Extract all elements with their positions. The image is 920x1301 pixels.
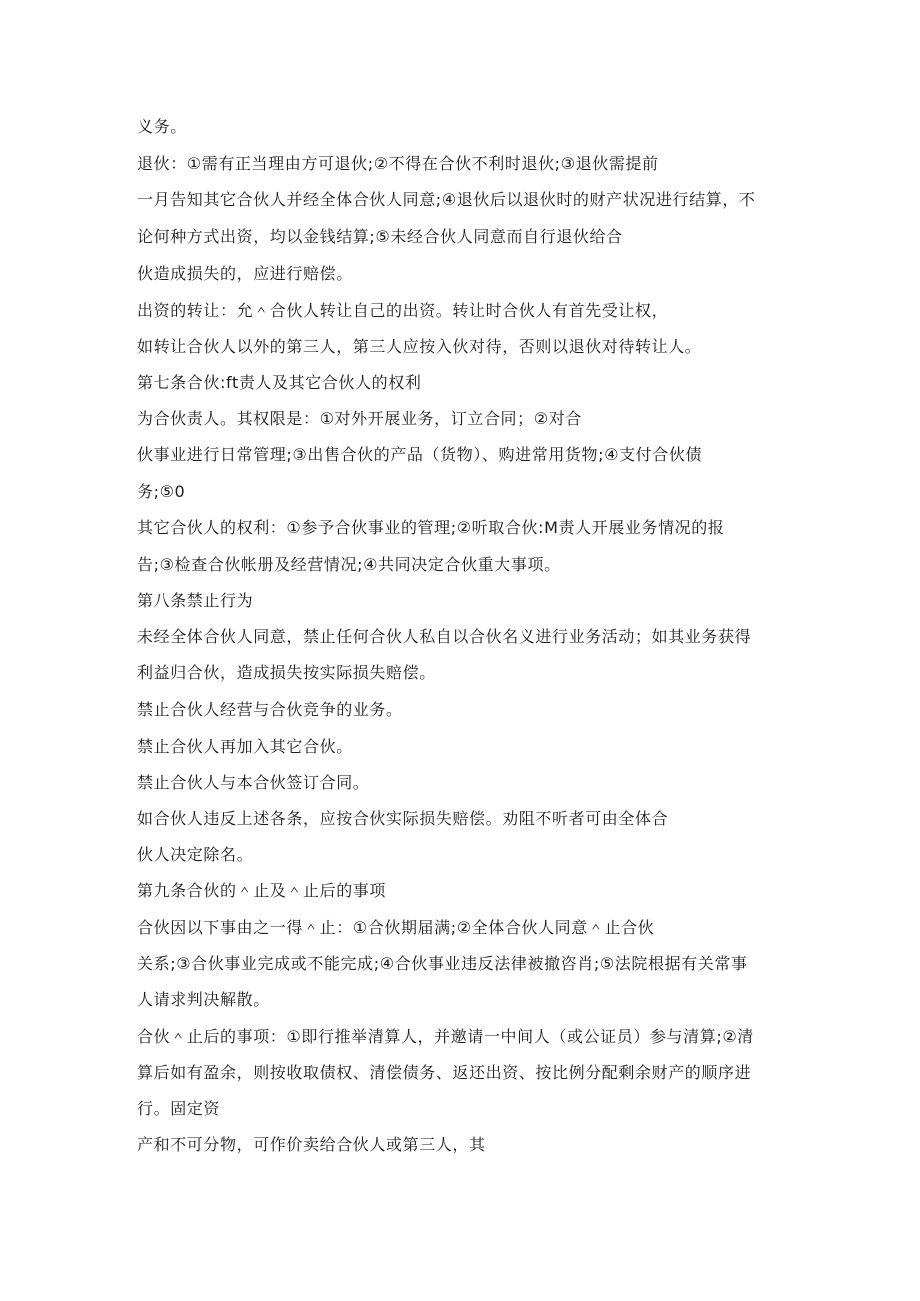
text-line: 人请求判决解散。 — [137, 990, 270, 1009]
text-line: 关系;③合伙事业完成或不能完成;④合伙事业违反法律被撤咨肖;⑤法院根据有关常事 — [137, 954, 748, 973]
text-line: 合伙因以下事由之一得＾止：①合伙期届满;②全体合伙人同意＾止合伙 — [137, 918, 655, 937]
text-line: 禁止合伙人经营与合伙竞争的业务。 — [137, 700, 403, 719]
text-line: 如合伙人违反上述各条，应按合伙实际损失赔偿。劝阻不听者可由全体合 — [137, 809, 669, 828]
text-line: 退伙：①需有正当理由方可退伙;②不得在合伙不利时退伙;③退伙需提前 — [137, 154, 659, 173]
text-line: 未经全体合伙人同意，禁止任何合伙人私自以合伙名义进行业务活动；如其业务获得 — [137, 627, 752, 646]
text-line: 算后如有盈余，则按收取债权、清偿债务、返还出资、按比例分配剩余财产的顺序进 — [137, 1063, 752, 1082]
text-line: 合伙＾止后的事项：①即行推举清算人，并邀请一中间人（或公证员）参与清算;②清 — [137, 1027, 754, 1046]
text-line: 为合伙责人。其权限是：①对外开展业务，订立合同；②对合 — [137, 409, 582, 428]
text-line: 禁止合伙人再加入其它合伙。 — [137, 737, 353, 756]
text-line: 义务。 — [137, 117, 187, 136]
section-heading: 第七条合伙:ft责人及其它合伙人的权利 — [137, 373, 422, 392]
text-line: 一月告知其它合伙人并经全体合伙人同意;④退伙后以退伙时的财产状况进行结算，不 — [137, 190, 756, 209]
text-line: 告;③检查合伙帐册及经营情况;④共同决定合伙重大事项。 — [137, 555, 561, 574]
text-line: 论何种方式出资，均以金钱结算;⑤未经合伙人同意而自行退伙给合 — [137, 227, 623, 246]
text-line: 利益归合伙，造成损失按实际损失赔偿。 — [137, 663, 436, 682]
text-line: 行。固定资 — [137, 1099, 221, 1118]
text-line: 如转让合伙人以外的第三人，第三人应按入伙对待，否则以退伙对待转让人。 — [137, 337, 702, 356]
section-heading: 第八条禁止行为 — [137, 591, 254, 610]
text-line: 其它合伙人的权利：①参予合伙事业的管理;②听取合伙:M责人开展业务情况的报 — [137, 518, 725, 537]
text-line: 伙造成损失的，应进行赔偿。 — [137, 264, 353, 283]
text-line: 务;⑤0 — [137, 482, 186, 501]
text-line: 伙事业进行日常管理;③出售合伙的产品（货物）、购进常用货物;④支付合伙债 — [137, 445, 703, 464]
text-line: 禁止合伙人与本合伙签订合同。 — [137, 773, 370, 792]
text-line: 伙人决定除名。 — [137, 845, 254, 864]
text-line: 产和不可分物，可作价卖给合伙人或第三人，其 — [137, 1135, 486, 1154]
section-heading: 第九条合伙的＾止及＾止后的事项 — [137, 881, 387, 900]
text-line: 出资的转让：允＾合伙人转让自己的出资。转让时合伙人有首先受让权， — [137, 301, 669, 320]
